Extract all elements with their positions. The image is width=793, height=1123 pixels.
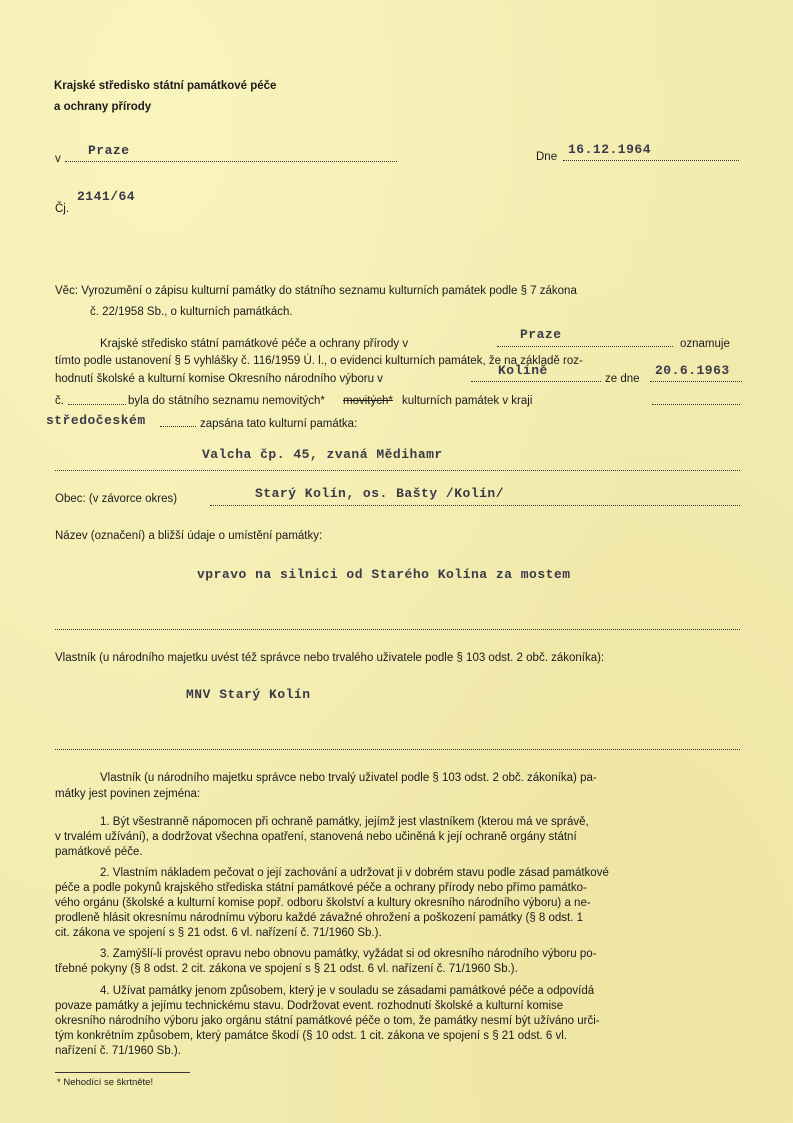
owner-label: Vlastník (u národního majetku uvést též správce nebo trvalého uživatele podle § 103 odst. 2 obč. zákoníka): [55, 652, 605, 664]
duty-item-2-line: cit. zákona ve spojení s § 21 odst. 6 vl. nařízení č. 71/1960 Sb.). [55, 927, 382, 939]
municipality-value: Starý Kolín, os. Bašty /Kolín/ [255, 486, 505, 501]
location-value: vpravo na silnici od Starého Kolína za mostem [197, 567, 571, 582]
municipality-label: Obec: (v závorce okres) [55, 493, 178, 505]
place-label: v [55, 153, 61, 165]
notice-line-1a: Krajské středisko státní památkové péče a ochrany přírody v [100, 338, 409, 350]
duty-item-2-line: péče a podle pokynů krajského střediska státní památkové péče a ochrany přírody nebo přímo památko- [55, 882, 587, 894]
notice-region-dotted-tail [160, 426, 196, 427]
reference-label: Čj. [55, 203, 70, 215]
notice-date-value: 20.6.1963 [655, 363, 730, 378]
subject-line-1: Věc: Vyrozumění o zápisu kulturní památky do státního seznamu kulturních památek podle § 7 zákona [55, 285, 577, 297]
date-dotted-line [563, 160, 739, 161]
notice-line-5b: zapsána tato kulturní památka: [200, 418, 358, 430]
municipality-dotted-line [210, 505, 740, 506]
duties-intro-line-1: Vlastník (u národního majetku správce nebo trvalý uživatel podle § 103 odst. 2 obč. zákoníka) pa- [100, 772, 597, 784]
duty-item-2 [55, 866, 745, 941]
notice-line-3a: hodnutí školské a kulturní komise Okresního národního výboru v [55, 373, 383, 385]
institution-line-2: a ochrany přírody [54, 101, 152, 113]
duty-item-4-line: povaze památky a jejímu technickému stavu. Dodržovat event. rozhodnutí školské a kulturní komise [55, 1000, 564, 1012]
duty-item-4-line: okresního národního výboru jako orgánu státní památkové péče o tom, že památky nesmí být užíváno urči- [55, 1015, 600, 1027]
location-label: Název (označení) a bližší údaje o umístění památky: [55, 530, 323, 542]
notice-line-4b: byla do státního seznamu nemovitých* [128, 395, 325, 407]
duty-item-3-line: třebné pokyny (§ 8 odst. 2 cit. zákona ve spojení s § 21 odst. 6 vl. nařízení č. 71/1960 Sb.). [55, 963, 518, 975]
notice-line-1b: oznamuje [680, 338, 730, 350]
place-value: Praze [88, 143, 130, 158]
notice-region-value: středočeském [46, 413, 146, 428]
notice-district-dotted-line [471, 381, 601, 382]
notice-line-4c: kulturních památek v kraji [402, 395, 533, 407]
location-dotted-line [55, 629, 740, 630]
duty-item-4 [55, 984, 745, 1059]
notice-place-dotted-line [497, 346, 673, 347]
monument-name: Valcha čp. 45, zvaná Mědihamr [202, 447, 443, 462]
institution-line-1: Krajské středisko státní památkové péče [54, 80, 277, 92]
duty-item-1-line: v trvalém užívání), a dodržovat všechna opatření, stanovená nebo učiněná k její ochraně orgány státní [55, 831, 577, 843]
notice-district-value: Kolíně [498, 363, 548, 378]
duty-item-4-line: 4. Užívat památky jenom způsobem, který je v souladu se zásadami památkové péče a odpovídá [100, 985, 595, 997]
duty-item-3 [55, 947, 745, 977]
duty-item-1-line: 1. Být všestranně nápomocen při ochraně památky, jejímž jest vlastníkem (kterou má ve správě, [100, 816, 589, 828]
notice-place-value: Praze [520, 327, 562, 342]
reference-value: 2141/64 [77, 189, 136, 204]
owner-value: MNV Starý Kolín [186, 687, 311, 702]
duty-item-4-line: nařízení č. 71/1960 Sb.). [55, 1045, 181, 1057]
duties-intro-line-2: mátky jest povinen zejména: [55, 788, 201, 800]
subject-line-2: č. 22/1958 Sb., o kulturních památkách. [90, 306, 293, 318]
notice-line-2: tímto podle ustanovení § 5 vyhlášky č. 116/1959 Ú. l., o evidenci kulturních památek, že na základě roz- [55, 355, 583, 367]
duty-item-2-line: prodleně hlásit okresnímu národnímu výboru každé závažné ohrožení a poškození památky (§ 8 odst. 1 [55, 912, 584, 924]
notice-region-dotted-line [652, 404, 740, 405]
notice-date-dotted-line [650, 381, 742, 382]
owner-dotted-line [55, 749, 740, 750]
duty-item-4-line: tým konkrétním způsobem, který památce škodí (§ 10 odst. 1 cit. zákona ve spojení s § 21 odst. 6 vl. [55, 1030, 567, 1042]
duty-item-1-line: památkové péče. [55, 846, 143, 858]
place-dotted-line [65, 161, 397, 162]
notice-line-3b: ze dne [605, 373, 640, 385]
footnote-rule [55, 1072, 190, 1073]
notice-line-4-struck: movitých* [343, 395, 393, 407]
duty-item-3-line: 3. Zamýšlí-li provést opravu nebo obnovu památky, vyžádat si od okresního národního výboru po- [100, 948, 597, 960]
monument-name-dotted-line [55, 470, 740, 471]
duty-item-1 [55, 815, 745, 860]
footnote: * Nehodící se škrtněte! [57, 1077, 154, 1088]
notice-line-4a: č. [55, 395, 64, 407]
date-value: 16.12.1964 [568, 142, 652, 157]
notice-number-dotted-line [68, 404, 126, 405]
duty-item-2-line: 2. Vlastním nákladem pečovat o její zachování a udržovat ji v dobrém stavu podle zásad památkové [100, 867, 609, 879]
date-label: Dne [536, 151, 558, 163]
duty-item-2-line: vého orgánu (školské a kulturní komise popř. odboru školství a kultury okresního národního výboru) a ne- [55, 897, 591, 909]
